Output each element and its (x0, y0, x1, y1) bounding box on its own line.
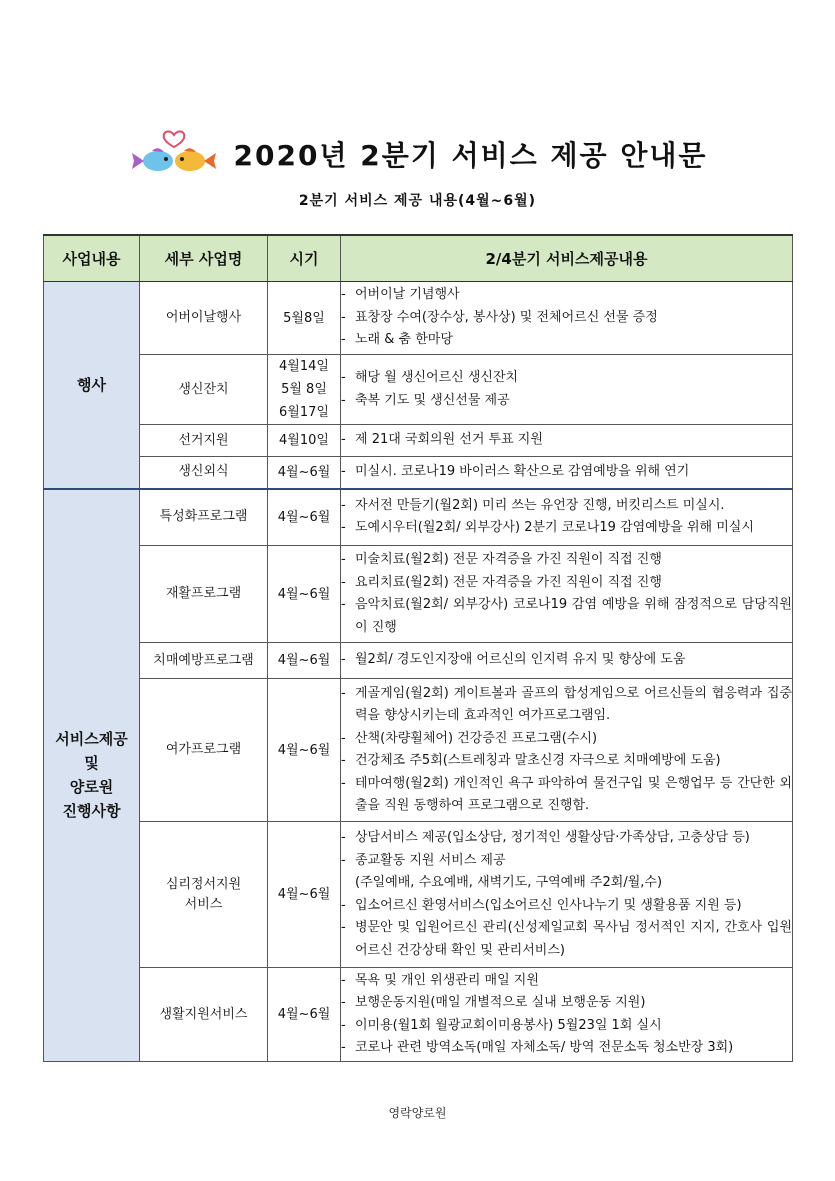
table-row (44, 968, 793, 1062)
page-title: 2020년 2분기 서비스 제공 안내문 (233, 139, 708, 172)
program-name-cell: 생신잔치 (140, 355, 268, 425)
content-cell (341, 546, 793, 643)
list-item: - 노래 & 춤 한마당 (341, 329, 792, 352)
list-item: - 테마여행(월2회) 개인적인 욕구 파악하여 물건구입 및 은행업무 등 간단한 외출을 직원 동행하여 프로그램으로 진행함. (341, 773, 792, 818)
service-table (43, 234, 793, 1062)
content-cell (341, 822, 793, 968)
table-row (44, 282, 793, 355)
list-item: - 병문안 및 입원어르신 관리(신성제일교회 목사님 정서적인 지지, 간호사 입원어르신 건강상태 확인 및 관리서비스) (341, 917, 792, 962)
content-cell (341, 679, 793, 822)
content-cell (341, 489, 793, 546)
category-cell: 서비스제공 및 양로원 진행사항 (44, 489, 140, 1062)
list-item: - 어버이날 기념행사 (341, 284, 792, 307)
program-name-cell: 어버이날행사 (140, 282, 268, 355)
list-item: - 종교활동 지원 서비스 제공 (주일예배, 수요예배, 새벽기도, 구역예배 주2회/월,수) (341, 850, 792, 895)
list-item: - 미술치료(월2회) 전문 자격증을 가진 직원이 직접 진행 (341, 549, 792, 572)
list-item: - 요리치료(월2회) 전문 자격증을 가진 직원이 직접 진행 (341, 572, 792, 595)
content-list (341, 367, 792, 412)
period-cell: 4월14일 5월 8일 6월17일 (268, 355, 341, 425)
period-cell: 5월8일 (268, 282, 341, 355)
table-row (44, 643, 793, 679)
content-list (341, 284, 792, 352)
program-name-cell: 생신외식 (140, 457, 268, 489)
content-list (341, 970, 792, 1060)
page-subtitle: 2분기 서비스 제공 내용(4월~6월) (298, 193, 537, 209)
period-cell: 4월~6월 (268, 679, 341, 822)
category-cell: 행사 (44, 282, 140, 489)
table-row (44, 425, 793, 457)
content-list (341, 649, 792, 672)
list-item: - 해당 월 생신어르신 생신잔치 (341, 367, 792, 390)
list-item: - 자서전 만들기(월2회) 미리 쓰는 유언장 진행, 버킷리스트 미실시. (341, 495, 792, 518)
list-item: - 상담서비스 제공(입소상담, 정기적인 생활상담·가족상담, 고충상담 등) (341, 827, 792, 850)
header-period: 시기 (268, 235, 341, 282)
list-item: - 월2회/ 경도인지장애 어르신의 인지력 유지 및 향상에 도움 (341, 649, 792, 672)
list-item: - 축복 기도 및 생신선물 제공 (341, 390, 792, 413)
period-cell: 4월~6월 (268, 822, 341, 968)
list-item: - 코로나 관련 방역소독(매일 자체소독/ 방역 전문소독 청소반장 3회) (341, 1037, 792, 1060)
header-content: 2/4분기 서비스제공내용 (341, 235, 793, 282)
content-cell (341, 457, 793, 489)
program-name-cell: 치매예방프로그램 (140, 643, 268, 679)
table-body (44, 282, 793, 1062)
list-item: - 목욕 및 개인 위생관리 매일 지원 (341, 970, 792, 993)
table-row (44, 546, 793, 643)
list-item: - 음악치료(월2회/ 외부강사) 코로나19 감염 예방을 위해 잠정적으로 담당직원이 진행 (341, 594, 792, 639)
program-name-cell: 생활지원서비스 (140, 968, 268, 1062)
content-list (341, 549, 792, 639)
list-item: - 산책(차량휠체어) 건강증진 프로그램(수시) (341, 728, 792, 751)
header-category: 사업내용 (44, 235, 140, 282)
list-item: - 표창장 수여(장수상, 봉사상) 및 전체어르신 선물 증정 (341, 307, 792, 330)
table-row (44, 457, 793, 489)
program-name-cell: 선거지원 (140, 425, 268, 457)
list-item: - 미실시. 코로나19 바이러스 확산으로 감염예방을 위해 연기 (341, 461, 792, 484)
list-item: - 이미용(월1회 월광교회이미용봉사) 5월23일 1회 실시 (341, 1015, 792, 1038)
title-area (0, 128, 835, 180)
list-item: - 건강체조 주5회(스트레칭과 말초신경 자극으로 치매예방에 도움) (341, 750, 792, 773)
content-cell (341, 968, 793, 1062)
table-row (44, 679, 793, 822)
list-item: - 입소어르신 환영서비스(입소어르신 인사나누기 및 생활용품 지원 등) (341, 895, 792, 918)
table-row (44, 355, 793, 425)
period-cell: 4월~6월 (268, 489, 341, 546)
content-cell (341, 425, 793, 457)
content-cell (341, 355, 793, 425)
program-name-cell: 특성화프로그램 (140, 489, 268, 546)
content-list (341, 429, 792, 452)
list-item: - 보행운동지원(매일 개별적으로 실내 보행운동 지원) (341, 992, 792, 1015)
table-row (44, 822, 793, 968)
period-cell: 4월~6월 (268, 457, 341, 489)
two-fish-heart-icon (128, 129, 220, 179)
program-name-cell: 재활프로그램 (140, 546, 268, 643)
program-name-cell: 여가프로그램 (140, 679, 268, 822)
table-header-row (44, 235, 793, 282)
period-cell: 4월~6월 (268, 546, 341, 643)
content-cell (341, 643, 793, 679)
header-program: 세부 사업명 (140, 235, 268, 282)
content-list (341, 827, 792, 962)
list-item: - 제 21대 국회의원 선거 투표 지원 (341, 429, 792, 452)
content-list (341, 683, 792, 818)
list-item: - 게골게임(월2회) 게이트볼과 골프의 합성게임으로 어르신들의 협응력과 집중력을 향상시키는데 효과적인 여가프로그램임. (341, 683, 792, 728)
period-cell: 4월~6월 (268, 643, 341, 679)
content-cell (341, 282, 793, 355)
list-item: - 도예시우터(월2회/ 외부강사) 2분기 코로나19 감염예방을 위해 미실시 (341, 517, 792, 540)
content-list (341, 495, 792, 540)
period-cell: 4월~6월 (268, 968, 341, 1062)
table-row (44, 489, 793, 546)
content-list (341, 461, 792, 484)
organization-name: 영락양로원 (388, 1106, 447, 1120)
program-name-cell: 심리정서지원 서비스 (140, 822, 268, 968)
period-cell: 4월10일 (268, 425, 341, 457)
